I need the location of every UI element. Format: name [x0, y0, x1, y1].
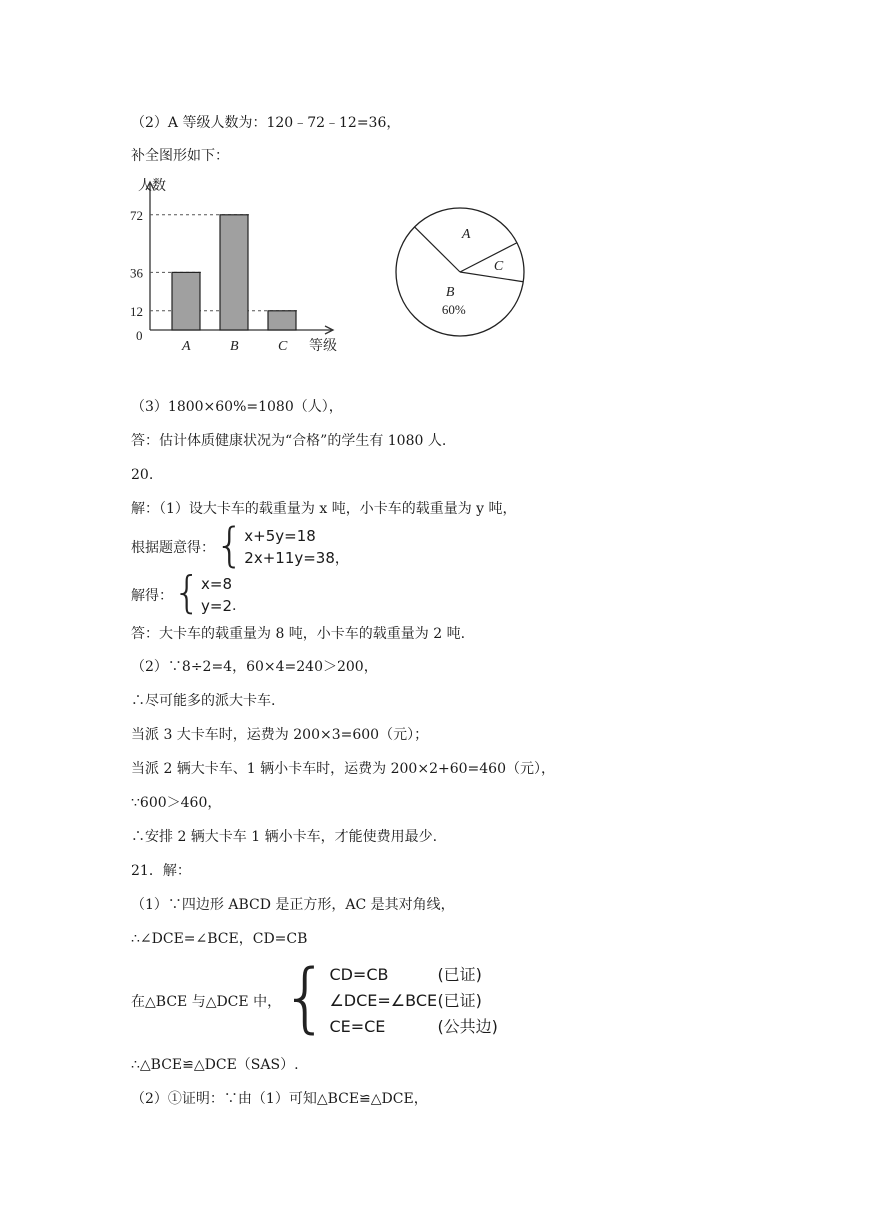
equation: 2x+11y=38 — [244, 549, 335, 567]
solution-line: 当派 3 大卡车时，运费为 200×3=600（元）； — [131, 727, 429, 743]
x-axis-label: 等级 — [309, 339, 337, 354]
y-tick-label: 0 — [136, 328, 143, 343]
system-prefix: 解得： — [131, 588, 173, 604]
equation: y=2 — [201, 597, 232, 615]
bar — [268, 311, 296, 330]
equation: CE=CE — [329, 1017, 386, 1036]
left-brace: { — [173, 567, 201, 618]
reason: (已证) — [437, 965, 482, 984]
problem-number: 21．解： — [131, 863, 191, 879]
equation: ∠DCE=∠BCE — [329, 991, 438, 1010]
problem-number: 20. — [131, 467, 154, 483]
equation-system-2 — [131, 567, 237, 618]
equation-system-3 — [131, 952, 498, 1042]
solution-line: ∵600＞460， — [131, 795, 222, 811]
pie-slice-label: A — [461, 227, 471, 243]
answer-line: 答：估计体质健康状况为“合格”的学生有 1080 人. — [131, 433, 447, 449]
bar-chart — [128, 174, 388, 356]
solution-line: 当派 2 辆大卡车、1 辆小卡车时，运费为 200×2+60=460（元）， — [131, 761, 555, 777]
y-tick-label: 12 — [130, 303, 143, 319]
x-tick-label: C — [278, 339, 288, 354]
solution-line: （1）∵四边形 ABCD 是正方形，AC 是其对角线， — [131, 897, 455, 913]
system-prefix: 在△BCE 与△DCE 中， — [131, 994, 282, 1010]
left-brace: { — [215, 518, 245, 572]
pie-slice-percent: 60% — [441, 301, 466, 317]
left-brace: { — [281, 952, 330, 1041]
solution-line: （2）①证明：∵由（1）可知△BCE≌△DCE， — [131, 1091, 428, 1107]
equation: x=8 — [201, 575, 232, 593]
pie-slice-label: C — [493, 258, 504, 274]
solution-line: ∴安排 2 辆大卡车 1 辆小卡车，才能使费用最少. — [131, 829, 438, 845]
bar — [172, 272, 200, 330]
x-tick-label: A — [182, 339, 191, 354]
x-tick-label: B — [230, 339, 239, 354]
solution-line: ∴尽可能多的派大卡车. — [131, 693, 276, 709]
solution-line: ∴∠DCE=∠BCE，CD=CB — [131, 931, 308, 947]
y-axis-label: 人数 — [138, 179, 166, 194]
solution-line: （2）A 等级人数为：120﹣72﹣12=36， — [131, 115, 401, 131]
conclusion-line: ∴△BCE≌△DCE（SAS）. — [131, 1057, 299, 1073]
punctuation: . — [232, 598, 237, 614]
punctuation: ， — [334, 551, 349, 567]
equation: x+5y=18 — [244, 527, 316, 545]
equation: CD=CB — [329, 965, 389, 984]
system-prefix: 根据题意得： — [131, 540, 215, 556]
y-tick-label: 36 — [130, 265, 143, 281]
reason: (公共边) — [437, 1017, 498, 1036]
solution-line: 解：（1）设大卡车的载重量为 x 吨，小卡车的载重量为 y 吨， — [131, 501, 517, 517]
pie-slice-label: B — [445, 284, 455, 300]
pie-chart — [390, 194, 540, 350]
bar — [220, 215, 248, 330]
solution-line: （2）∵8÷2=4，60×4=240＞200， — [131, 659, 378, 675]
y-tick-label: 72 — [130, 207, 143, 223]
solution-line: （3）1800×60%=1080（人）， — [131, 399, 343, 415]
solution-line: 补全图形如下： — [131, 148, 229, 164]
equation-system-1 — [131, 518, 349, 572]
reason: (已证) — [437, 991, 482, 1010]
answer-line: 答：大卡车的载重量为 8 吨，小卡车的载重量为 2 吨. — [131, 626, 466, 642]
